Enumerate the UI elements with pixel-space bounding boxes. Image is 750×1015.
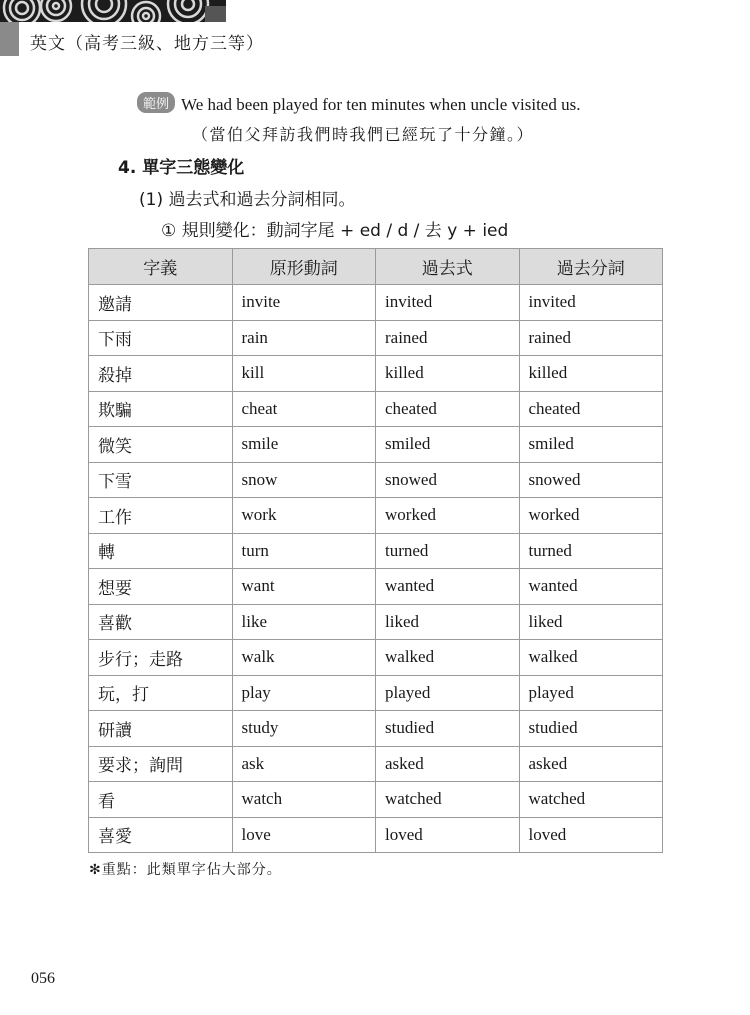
cell-past-participle: asked	[519, 746, 663, 782]
cell-past-tense: wanted	[376, 569, 520, 605]
table-row	[89, 320, 663, 356]
cell-meaning: 邀請	[89, 285, 233, 321]
page-number: 056	[31, 970, 55, 987]
table-row	[89, 427, 663, 463]
cell-past-participle: cheated	[519, 391, 663, 427]
cell-meaning: 喜愛	[89, 817, 233, 853]
table-row	[89, 640, 663, 676]
cell-base-form: rain	[232, 320, 376, 356]
cell-past-participle: watched	[519, 782, 663, 818]
header-past-participle: 過去分詞	[519, 249, 663, 285]
table-row	[89, 746, 663, 782]
rule-description: ① 規則變化：動詞字尾 + ed / d / 去 y + ied	[161, 221, 509, 241]
cell-meaning: 玩，打	[89, 675, 233, 711]
header-side-tab	[0, 22, 19, 56]
cell-meaning: 看	[89, 782, 233, 818]
table-row	[89, 391, 663, 427]
example-sentence: We had been played for ten minutes when uncle visited us.	[181, 95, 581, 114]
cell-past-tense: watched	[376, 782, 520, 818]
cell-meaning: 殺掉	[89, 356, 233, 392]
verb-forms-table	[88, 248, 663, 853]
cell-meaning: 欺騙	[89, 391, 233, 427]
cell-meaning: 轉	[89, 533, 233, 569]
cell-meaning: 下雪	[89, 462, 233, 498]
table-row	[89, 604, 663, 640]
cell-past-tense: cheated	[376, 391, 520, 427]
cell-past-tense: loved	[376, 817, 520, 853]
cell-base-form: study	[232, 711, 376, 747]
cell-meaning: 步行；走路	[89, 640, 233, 676]
cell-past-tense: smiled	[376, 427, 520, 463]
cell-past-participle: rained	[519, 320, 663, 356]
cell-base-form: watch	[232, 782, 376, 818]
example-badge: 範例	[137, 92, 175, 113]
cell-past-participle: smiled	[519, 427, 663, 463]
cell-past-participle: studied	[519, 711, 663, 747]
footnote: ✻重點：此類單字佔大部分。	[89, 862, 282, 878]
running-header-title: 英文（高考三級、地方三等）	[30, 34, 264, 54]
header-meaning: 字義	[89, 249, 233, 285]
header-decoration	[0, 0, 226, 22]
table-row	[89, 782, 663, 818]
cell-base-form: snow	[232, 462, 376, 498]
cell-meaning: 喜歡	[89, 604, 233, 640]
cell-past-tense: walked	[376, 640, 520, 676]
cell-past-participle: snowed	[519, 462, 663, 498]
cell-base-form: invite	[232, 285, 376, 321]
cell-past-tense: killed	[376, 356, 520, 392]
cell-past-tense: invited	[376, 285, 520, 321]
cell-meaning: 微笑	[89, 427, 233, 463]
table-row	[89, 498, 663, 534]
cell-meaning: 研讀	[89, 711, 233, 747]
cell-past-tense: turned	[376, 533, 520, 569]
cell-past-participle: liked	[519, 604, 663, 640]
cell-base-form: smile	[232, 427, 376, 463]
cell-past-participle: invited	[519, 285, 663, 321]
cell-past-tense: worked	[376, 498, 520, 534]
cell-meaning: 想要	[89, 569, 233, 605]
section-subheading: (1) 過去式和過去分詞相同。	[139, 190, 356, 210]
cell-past-tense: liked	[376, 604, 520, 640]
cell-past-tense: snowed	[376, 462, 520, 498]
table-row	[89, 817, 663, 853]
cell-past-participle: killed	[519, 356, 663, 392]
cell-base-form: like	[232, 604, 376, 640]
example-translation: （當伯父拜訪我們時我們已經玩了十分鐘。）	[192, 125, 535, 144]
cell-base-form: cheat	[232, 391, 376, 427]
cell-past-participle: loved	[519, 817, 663, 853]
table-row	[89, 356, 663, 392]
table-row	[89, 462, 663, 498]
table-header-row	[89, 249, 663, 285]
cell-past-participle: turned	[519, 533, 663, 569]
cell-meaning: 要求；詢問	[89, 746, 233, 782]
cell-past-participle: walked	[519, 640, 663, 676]
concentric-circles-decoration	[0, 0, 226, 22]
example-line	[137, 92, 580, 115]
table-row	[89, 711, 663, 747]
cell-base-form: walk	[232, 640, 376, 676]
cell-base-form: work	[232, 498, 376, 534]
cell-base-form: turn	[232, 533, 376, 569]
table-row	[89, 285, 663, 321]
cell-past-tense: studied	[376, 711, 520, 747]
cell-past-tense: asked	[376, 746, 520, 782]
cell-base-form: kill	[232, 356, 376, 392]
cell-past-participle: wanted	[519, 569, 663, 605]
cell-meaning: 工作	[89, 498, 233, 534]
cell-past-participle: played	[519, 675, 663, 711]
section-heading: 4. 單字三態變化	[118, 158, 245, 178]
header-base-form: 原形動詞	[232, 249, 376, 285]
cell-past-participle: worked	[519, 498, 663, 534]
cell-meaning: 下雨	[89, 320, 233, 356]
cell-past-tense: rained	[376, 320, 520, 356]
table-row	[89, 675, 663, 711]
cell-past-tense: played	[376, 675, 520, 711]
table-row	[89, 533, 663, 569]
cell-base-form: play	[232, 675, 376, 711]
cell-base-form: want	[232, 569, 376, 605]
table-row	[89, 569, 663, 605]
cell-base-form: love	[232, 817, 376, 853]
header-past-tense: 過去式	[376, 249, 520, 285]
cell-base-form: ask	[232, 746, 376, 782]
